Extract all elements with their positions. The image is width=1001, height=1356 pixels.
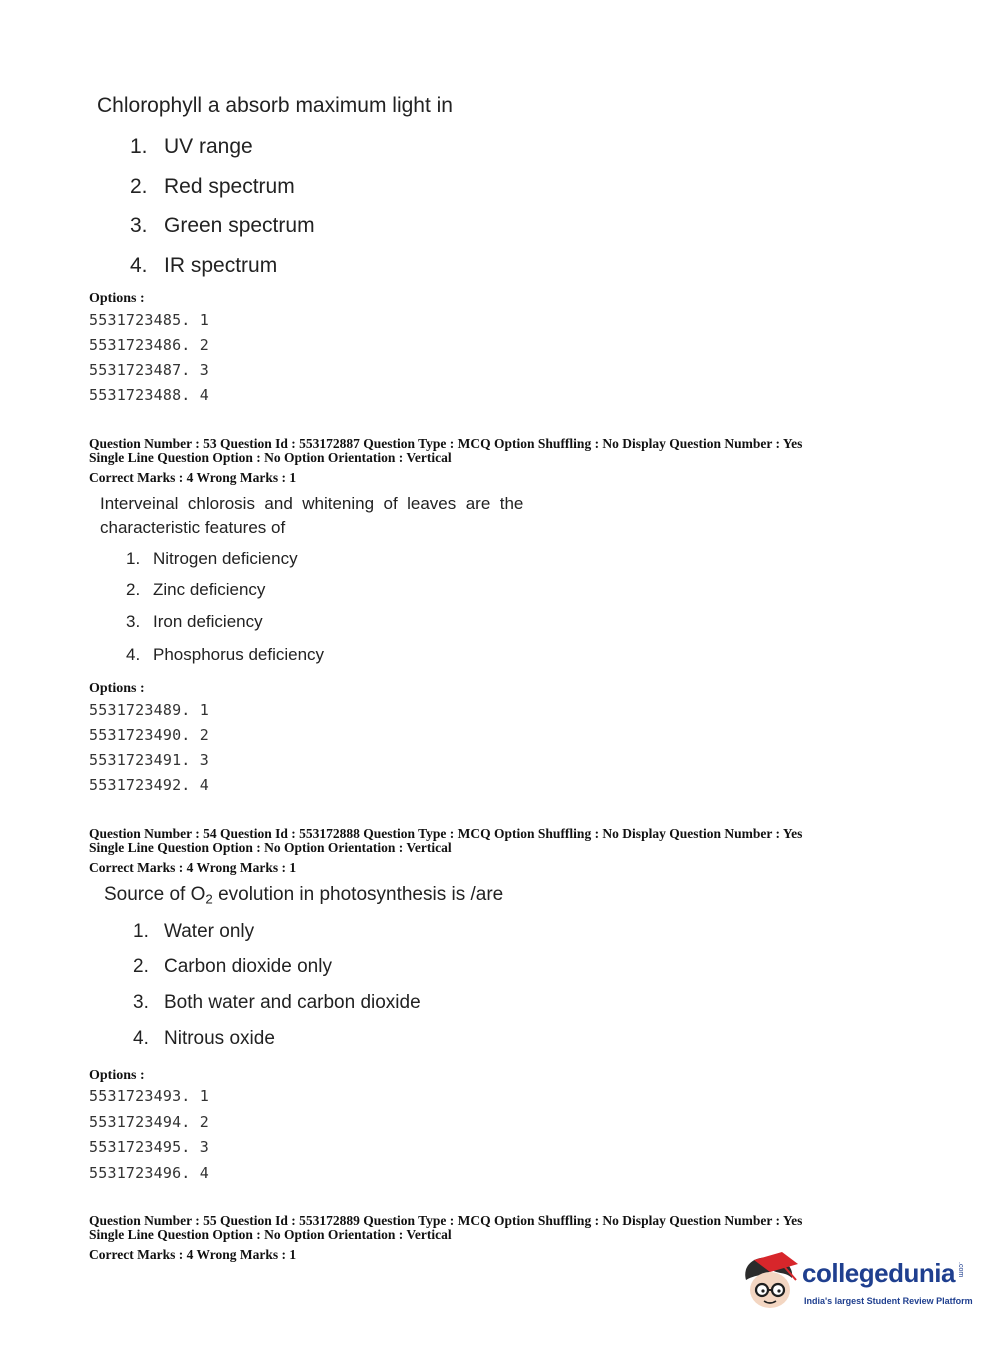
choice-4: 4. IR spectrum bbox=[130, 254, 278, 277]
options-label: Options : bbox=[89, 681, 145, 696]
option-id: 5531723485. 1 bbox=[89, 311, 209, 329]
options-label: Options : bbox=[89, 291, 145, 306]
option-id: 5531723488. 4 bbox=[89, 386, 209, 404]
question-meta-orientation: Single Line Question Option : No Option Orientation : Vertical bbox=[89, 1227, 452, 1242]
option-id: 5531723492. 4 bbox=[89, 776, 209, 794]
question-meta-orientation: Single Line Question Option : No Option Orientation : Vertical bbox=[89, 840, 452, 855]
option-id: 5531723496. 4 bbox=[89, 1164, 209, 1182]
option-id: 5531723487. 3 bbox=[89, 361, 209, 379]
choice-3: 3. Iron deficiency bbox=[126, 612, 263, 631]
option-id: 5531723493. 1 bbox=[89, 1087, 209, 1105]
question-meta-orientation: Single Line Question Option : No Option Orientation : Vertical bbox=[89, 450, 452, 465]
option-id: 5531723486. 2 bbox=[89, 336, 209, 354]
logo-tagline: India's largest Student Review Platform bbox=[804, 1296, 973, 1306]
choice-1: 1. UV range bbox=[130, 135, 253, 158]
choice-2: 2. Carbon dioxide only bbox=[133, 956, 332, 977]
options-label: Options : bbox=[89, 1068, 145, 1083]
option-id: 5531723490. 2 bbox=[89, 726, 209, 744]
student-mascot-icon bbox=[738, 1250, 802, 1320]
choice-4: 4. Nitrous oxide bbox=[133, 1028, 275, 1049]
question-marks: Correct Marks : 4 Wrong Marks : 1 bbox=[89, 470, 297, 485]
logo-wordmark: collegedunia bbox=[802, 1258, 955, 1288]
option-id: 5531723489. 1 bbox=[89, 701, 209, 719]
question-meta: Question Number : 53 Question Id : 553172887 Question Type : MCQ Option Shuffling : No Display Question Number : Yes bbox=[89, 436, 803, 451]
choice-1: 1. Water only bbox=[133, 921, 255, 942]
option-id: 5531723491. 3 bbox=[89, 751, 209, 769]
choice-2: 2. Zinc deficiency bbox=[126, 580, 266, 599]
question-meta: Question Number : 55 Question Id : 553172889 Question Type : MCQ Option Shuffling : No Display Question Number : Yes bbox=[89, 1213, 803, 1228]
question-meta: Question Number : 54 Question Id : 553172888 Question Type : MCQ Option Shuffling : No Display Question Number : Yes bbox=[89, 826, 803, 841]
question-marks: Correct Marks : 4 Wrong Marks : 1 bbox=[89, 1247, 297, 1262]
question-marks: Correct Marks : 4 Wrong Marks : 1 bbox=[89, 860, 297, 875]
collegedunia-logo bbox=[738, 1250, 978, 1320]
choice-2: 2. Red spectrum bbox=[130, 175, 295, 198]
question-stem: Chlorophyll a absorb maximum light in bbox=[97, 94, 453, 117]
choice-3: 3. Green spectrum bbox=[130, 214, 315, 237]
option-id: 5531723494. 2 bbox=[89, 1113, 209, 1131]
choice-4: 4. Phosphorus deficiency bbox=[126, 645, 325, 664]
choice-1: 1. Nitrogen deficiency bbox=[126, 549, 298, 568]
option-id: 5531723495. 3 bbox=[89, 1138, 209, 1156]
question-stem: Source of $O_2$ evolution in photosynthesis is /are bbox=[104, 884, 504, 907]
logo-domain-suffix: .com bbox=[957, 1262, 964, 1278]
question-stem: Interveinal chlorosis and whitening of leaves are the bbox=[100, 494, 524, 513]
choice-3: 3. Both water and carbon dioxide bbox=[133, 992, 421, 1013]
question-stem-continued: characteristic features of bbox=[100, 518, 286, 537]
